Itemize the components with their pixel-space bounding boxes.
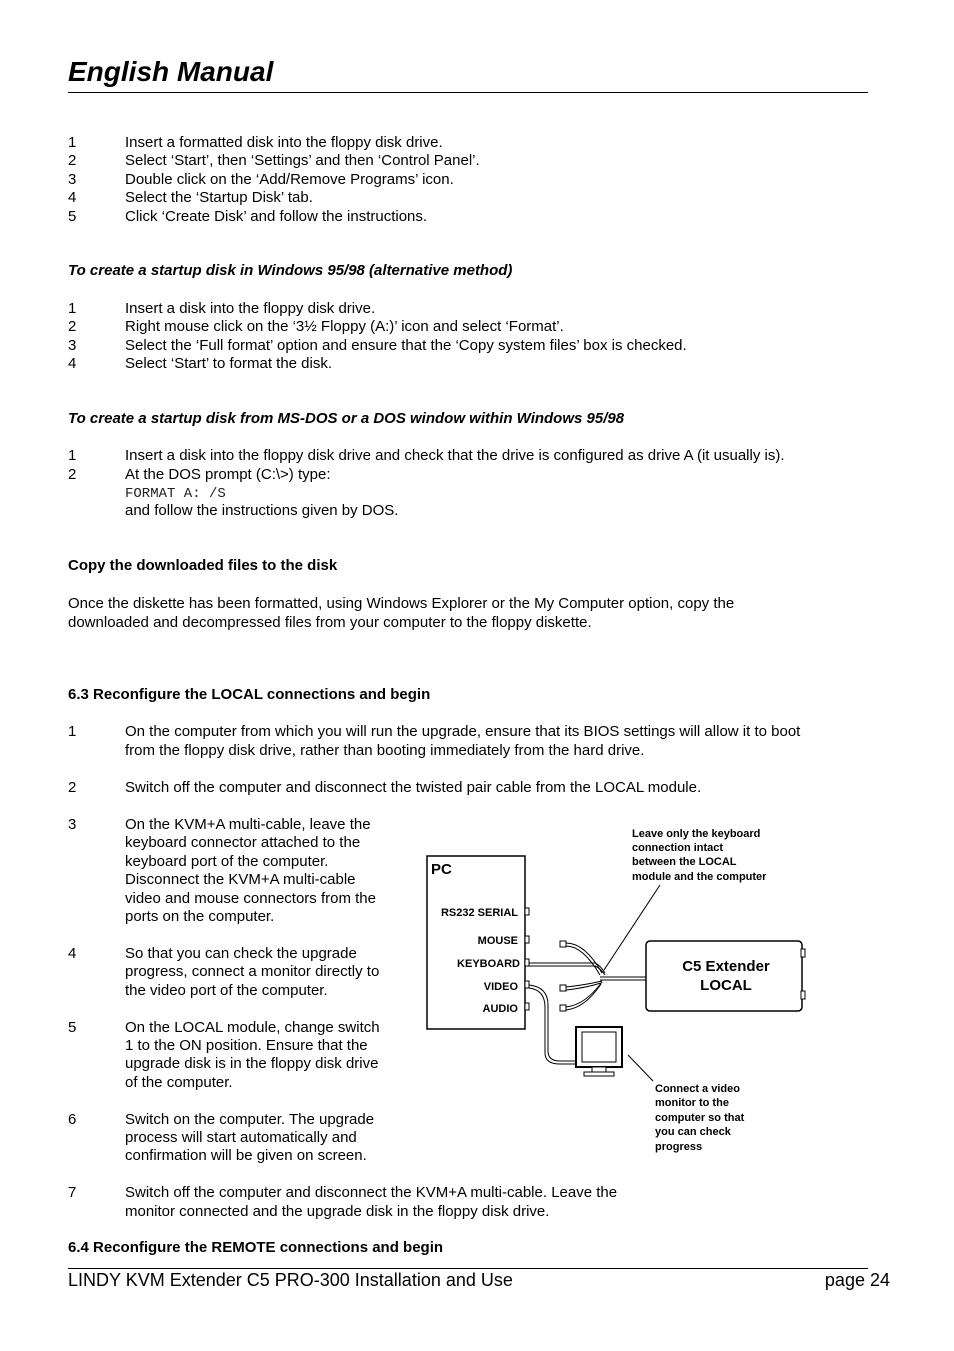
port-label-rs232: RS232 SERIAL xyxy=(440,907,518,919)
callout-bottom-line: computer so that xyxy=(655,1112,745,1124)
callout-bottom-line: you can check xyxy=(655,1126,731,1138)
port-mouse xyxy=(525,936,529,943)
list-item-number: 3 xyxy=(68,337,77,354)
list-item-line: upgrade disk is in the floppy disk drive xyxy=(125,1055,379,1072)
callout-bottom-line: Connect a video xyxy=(655,1083,740,1095)
list-item-number: 1 xyxy=(68,134,77,151)
list-item-number: 3 xyxy=(68,816,77,833)
list-item-number: 2 xyxy=(68,466,77,483)
mouse-connector xyxy=(560,941,566,947)
port-audio xyxy=(525,1003,529,1010)
header-rule xyxy=(68,92,868,93)
list-item-line: progress, connect a monitor directly to xyxy=(125,963,380,980)
list-item-line: Disconnect the KVM+A multi-cable xyxy=(125,871,356,888)
list-item-number: 4 xyxy=(68,945,77,962)
list-item-line: keyboard connector attached to the xyxy=(125,834,361,851)
port-label-keyboard: KEYBOARD xyxy=(457,958,520,970)
list-item: Select ‘Start’, then ‘Settings’ and then ‘Control Panel’. xyxy=(125,152,480,169)
callout-top-line: module and the computer xyxy=(632,871,767,883)
list-item-number: 2 xyxy=(68,318,77,335)
callout-bottom-line: monitor to the xyxy=(655,1097,729,1109)
callout-top-line: connection intact xyxy=(632,842,724,854)
list-item-number: 2 xyxy=(68,152,77,169)
callout-top-line: between the LOCAL xyxy=(632,856,737,868)
list-item-line: ports on the computer. xyxy=(125,908,275,925)
video-connector xyxy=(560,985,566,991)
callout-top-line: Leave only the keyboard xyxy=(632,828,761,840)
list-item: Click ‘Create Disk’ and follow the instructions. xyxy=(125,208,428,225)
section-heading-copy: Copy the downloaded files to the disk xyxy=(68,557,338,574)
list-item-line: confirmation will be given on screen. xyxy=(125,1147,367,1164)
list-item: Right mouse click on the ‘3½ Floppy (A:)’ icon and select ‘Format’. xyxy=(125,318,564,335)
callout-bottom-pointer xyxy=(628,1055,653,1081)
callout-bottom-line: progress xyxy=(655,1141,703,1153)
paragraph-line: Once the diskette has been formatted, using Windows Explorer or the My Computer option, copy the xyxy=(68,595,735,612)
list-item: Insert a formatted disk into the floppy disk drive. xyxy=(125,134,443,151)
list-item-line: Switch on the computer. The upgrade xyxy=(125,1111,375,1128)
port-rs232 xyxy=(525,908,529,915)
list-item-line: 1 to the ON position. Ensure that the xyxy=(125,1037,368,1054)
list-item-line: process will start automatically and xyxy=(125,1129,357,1146)
section-heading-6-3: 6.3 Reconfigure the LOCAL connections and begin xyxy=(68,686,431,703)
list-item: Insert a disk into the floppy disk drive. xyxy=(125,300,376,317)
list-item-line: keyboard port of the computer. xyxy=(125,853,329,870)
list-item-number: 3 xyxy=(68,171,77,188)
list-item: Select the ‘Full format’ option and ensure that the ‘Copy system files’ box is checked. xyxy=(125,337,687,354)
module-sublabel: LOCAL xyxy=(700,977,752,994)
list-item-line: On the KVM+A multi-cable, leave the xyxy=(125,816,371,833)
list-item-continuation: from the floppy disk drive, rather than booting immediately from the hard drive. xyxy=(125,742,645,759)
list-item-continuation: and follow the instructions given by DOS. xyxy=(125,502,399,519)
list-item-number: 1 xyxy=(68,723,77,740)
audio-connector xyxy=(560,1005,566,1011)
paragraph-line: downloaded and decompressed files from your computer to the floppy diskette. xyxy=(68,614,592,631)
list-item-number: 5 xyxy=(68,208,77,225)
section-heading-alt-method: To create a startup disk in Windows 95/98 (alternative method) xyxy=(68,262,513,279)
port-video xyxy=(525,981,529,988)
list-item: At the DOS prompt (C:\>) type: xyxy=(125,466,331,483)
list-item-line: On the LOCAL module, change switch xyxy=(125,1019,380,1036)
list-item-line: video and mouse connectors from the xyxy=(125,890,376,907)
dos-command: FORMAT A: /S xyxy=(125,486,226,502)
list-item: On the computer from which you will run the upgrade, ensure that its BIOS settings will allow it to boot xyxy=(125,723,801,740)
list-item: Double click on the ‘Add/Remove Programs’ icon. xyxy=(125,171,454,188)
list-item-number: 4 xyxy=(68,355,77,372)
pc-label: PC xyxy=(431,861,452,878)
list-item-number: 4 xyxy=(68,189,77,206)
list-item-number: 6 xyxy=(68,1111,77,1128)
list-item: Select ‘Start’ to format the disk. xyxy=(125,355,333,372)
page-number: page 24 xyxy=(824,1270,890,1290)
footer-title: LINDY KVM Extender C5 PRO-300 Installation and Use xyxy=(68,1270,513,1290)
list-item: Insert a disk into the floppy disk drive and check that the drive is configured as drive A (it usually is). xyxy=(125,447,785,464)
list-item-number: 5 xyxy=(68,1019,77,1036)
connection-diagram xyxy=(420,815,820,1160)
port-keyboard xyxy=(525,959,529,966)
monitor-cable xyxy=(529,985,575,1061)
list-item: Select the ‘Startup Disk’ tab. xyxy=(125,189,313,206)
list-item-number: 2 xyxy=(68,779,77,796)
list-item-number: 1 xyxy=(68,300,77,317)
section-heading-6-4: 6.4 Reconfigure the REMOTE connections and begin xyxy=(68,1239,444,1256)
list-item-line: the video port of the computer. xyxy=(125,982,328,999)
list-item: Switch off the computer and disconnect the twisted pair cable from the LOCAL module. xyxy=(125,779,702,796)
module-label: C5 Extender xyxy=(682,958,770,975)
port-label-mouse: MOUSE xyxy=(477,935,518,947)
list-item-number: 7 xyxy=(68,1184,77,1201)
port-label-audio: AUDIO xyxy=(482,1003,518,1015)
list-item-line: So that you can check the upgrade xyxy=(125,945,357,962)
list-item-line: of the computer. xyxy=(125,1074,233,1091)
list-item-line: Switch off the computer and disconnect the KVM+A multi-cable. Leave the xyxy=(125,1184,618,1201)
page-title: English Manual xyxy=(68,56,274,87)
section-heading-dos: To create a startup disk from MS-DOS or a DOS window within Windows 95/98 xyxy=(68,410,625,427)
port-label-video: VIDEO xyxy=(483,981,518,993)
footer-rule xyxy=(68,1268,868,1269)
c5-extender-box xyxy=(646,941,802,1011)
list-item-number: 1 xyxy=(68,447,77,464)
list-item-line: monitor connected and the upgrade disk in the floppy disk drive. xyxy=(125,1203,550,1220)
